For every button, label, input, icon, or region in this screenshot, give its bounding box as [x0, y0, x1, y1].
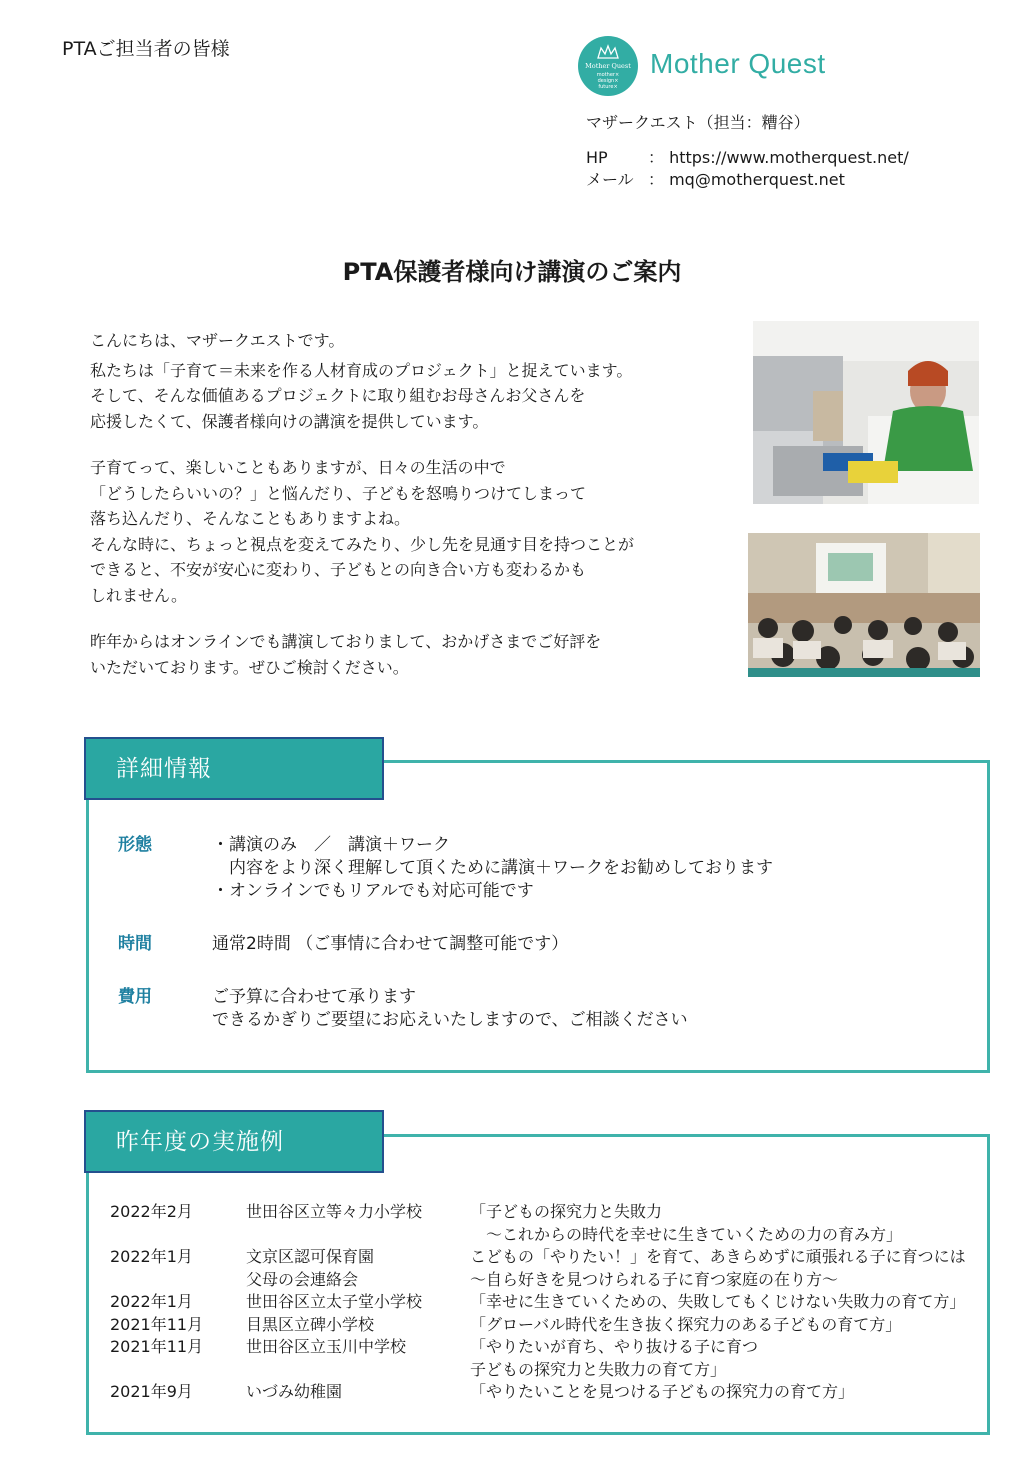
example-school: いづみ幼稚園 [246, 1382, 343, 1401]
example-topic: 「やりたいことを見つける子どもの探究力の育て方」 [470, 1382, 855, 1401]
cost-value: ご予算に合わせて承ります できるかぎりご要望にお応えいたしますので、ご相談ください [212, 987, 688, 1030]
example-date: 2022年1月 [110, 1292, 193, 1311]
badge-line-1: Mother Quest [585, 62, 631, 70]
form-value: ・講演のみ ／ 講演＋ワーク 内容をより深く理解して頂くために講演＋ワークをお勧めしております ・オンラインでもリアルでも対応可能です [212, 835, 773, 901]
time-label: 時間 [118, 934, 152, 954]
mother-quest-logo-badge [578, 36, 638, 96]
examples-heading: 昨年度の実施例 [84, 1110, 384, 1173]
contact-org: マザークエスト（担当：糟谷） [586, 113, 810, 132]
example-topic: 「幸せに生きていくための、失敗してもくじけない失敗力の育て方」 [470, 1292, 966, 1311]
example-school: 世田谷区立等々力小学校 [246, 1202, 423, 1221]
hp-label: HP [586, 148, 608, 167]
intro-paragraph: 私たちは「子育て＝未来を作る人材育成のプロジェクト」と捉えています。 そして、そんな価値あるプロジェクトに取り組むお母さんお父さんを 応援したくて、保護者様向けの講演を提供しています。 [90, 360, 633, 431]
brand-name: Mother Quest [650, 48, 826, 79]
example-date: 2022年1月 [110, 1247, 193, 1266]
example-date: 2021年9月 [110, 1382, 193, 1401]
example-date: 2021年11月 [110, 1314, 204, 1334]
intro-paragraph: 昨年からはオンラインでも講演しておりまして、おかげさまでご好評を いただいております。ぜひご検討ください。 [90, 632, 602, 677]
speaker-photo [753, 321, 979, 504]
seminar-photo [748, 533, 980, 677]
crown-icon [578, 36, 638, 96]
intro-text [90, 328, 730, 684]
time-value: 通常2時間 （ご事情に合わせて調整可能です） [212, 934, 569, 954]
mail-address[interactable]: ： mq@motherquest.net [648, 170, 845, 189]
addressee: PTAご担当者の皆様 [62, 38, 230, 60]
contact-mail [586, 167, 845, 190]
intro-paragraph: 子育てって、楽しいこともありますが、日々の生活の中で 「どうしたらいいの？」と悩んだり、子どもを怒鳴りつけてしまって 落ち込んだり、そんなこともありますよね。 そんな時に、ちょっと視点を変えてみたり、少し先を見通す目を持つことが できると、不安が安心に変わり、子どもとの向き合い方も変わるかも しれません。 [90, 458, 635, 605]
cost-label: 費用 [118, 987, 152, 1007]
example-school: 世田谷区立太子堂小学校 [246, 1292, 423, 1311]
intro-paragraph: こんにちは、マザークエストです。 [90, 331, 345, 350]
example-date: 2021年11月 [110, 1337, 204, 1356]
example-topic: 「グローバル時代を生き抜く探究力のある子どもの育て方」 [470, 1314, 902, 1334]
example-topic: 「子どもの探究力と失敗力 ～これからの時代を幸せに生きていくための力の育み方」 [470, 1202, 903, 1244]
example-date: 2022年2月 [110, 1202, 193, 1221]
example-school: 目黒区立碑小学校 [246, 1314, 375, 1334]
details-heading: 詳細情報 [84, 737, 384, 800]
hp-url[interactable]: ： https://www.motherquest.net/ [648, 148, 909, 167]
example-topic: こどもの「やりたい！」を育て、あきらめずに頑張れる子に育つには ～自ら好きを見つけられる子に育つ家庭の在り方～ [470, 1247, 966, 1289]
mail-label: メール [586, 170, 634, 189]
badge-line-2: mother× [596, 72, 620, 78]
badge-line-4: future× [598, 84, 618, 90]
contact-hp [586, 145, 909, 168]
form-label: 形態 [118, 835, 152, 855]
example-topic: 「やりたいが育ち、やり抜ける子に育つ 子どもの探究力と失敗力の育て方」 [470, 1337, 759, 1379]
page-title: PTA保護者様向け講演のご案内 [342, 258, 682, 286]
example-school: 文京区認可保育園 父母の会連絡会 [246, 1247, 375, 1289]
badge-line-3: design× [597, 78, 619, 84]
example-school: 世田谷区立玉川中学校 [246, 1337, 407, 1356]
